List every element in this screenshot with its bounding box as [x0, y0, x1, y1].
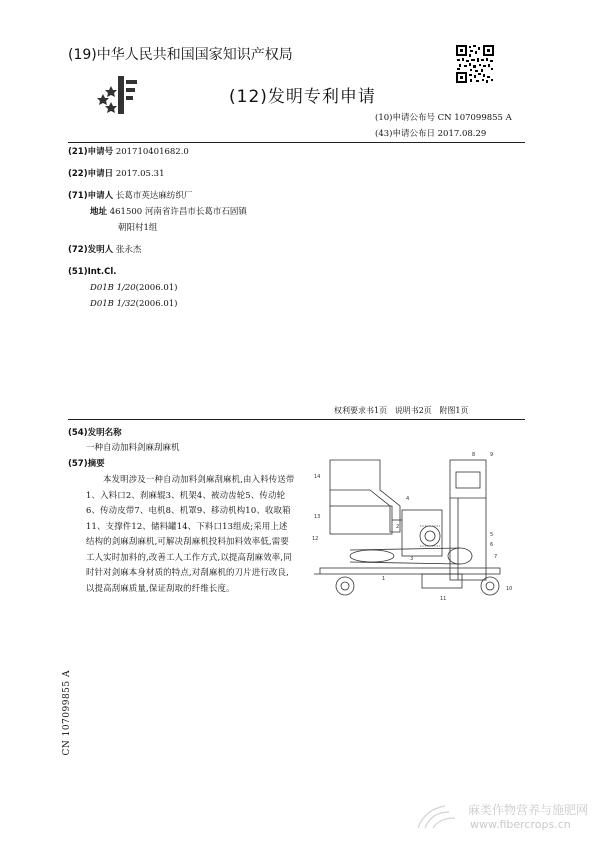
- fig-label-7: 7: [494, 554, 498, 560]
- fig-label-9: 9: [490, 452, 494, 458]
- bibliographic-data: [68, 144, 247, 312]
- application-number-row: (21)申请号 201710401682.0: [68, 147, 189, 157]
- qr-code: [455, 44, 495, 84]
- fig-label-10: 10: [506, 586, 513, 592]
- cnipa-emblem-icon: [97, 74, 139, 116]
- fig-label-12: 12: [312, 536, 319, 542]
- ipc-row-2: D01B 1/32(2006.01): [90, 299, 178, 309]
- watermark-logo-icon: [413, 800, 463, 832]
- watermark-url: www.fibercrops.cn: [470, 818, 571, 831]
- address-line-2: 朝阳村1组: [118, 223, 158, 233]
- intcl-row: (51)Int.Cl.: [68, 267, 117, 277]
- fig-label-8: 8: [472, 452, 476, 458]
- fig-label-1: 1: [382, 576, 386, 582]
- fig-label-14: 14: [314, 474, 321, 480]
- machine-drawing: [310, 448, 530, 616]
- pages-summary: 权利要求书1页 说明书2页 附图1页: [334, 406, 469, 415]
- filing-date-row: (22)申请日 2017.05.31: [68, 169, 165, 179]
- abstract-label: (57)摘要: [68, 459, 105, 469]
- document-type: (12)发明专利申请: [229, 87, 376, 107]
- applicant-row: (71)申请人 长葛市英达麻纺织厂: [68, 191, 193, 201]
- fig-label-6: 6: [490, 542, 494, 548]
- publication-date: (43)申请公布日 2017.08.29: [375, 129, 487, 139]
- fig-label-2: 2: [396, 524, 400, 530]
- fig-label-11: 11: [440, 596, 447, 602]
- header-divider: [68, 142, 525, 143]
- watermark-site-name: 麻类作物营养与施肥网: [468, 803, 589, 817]
- fig-label-4: 4: [406, 496, 410, 502]
- publication-number: (10)申请公布号 CN 107099855 A: [375, 113, 512, 123]
- invention-title: 一种自动加料剑麻刮麻机: [86, 443, 180, 453]
- hopper-shape: [330, 460, 400, 532]
- invention-title-label: (54)发明名称: [68, 428, 122, 438]
- side-publication-number: CN 107099855 A: [62, 670, 72, 756]
- fig-label-5: 5: [490, 532, 494, 538]
- abstract-divider: [68, 419, 525, 420]
- fig-label-13: 13: [314, 514, 321, 520]
- address-row: 地址 461500 河南省许昌市长葛市石固镇: [90, 207, 247, 217]
- fig-label-3: 3: [410, 556, 414, 562]
- issuing-office: (19)中华人民共和国国家知识产权局: [68, 47, 293, 63]
- abstract-text: 本发明涉及一种自动加料剑麻刮麻机,由入料传送带1、入料口2、刹麻辊3、机架4、被动齿轮5、传动轮6、传动皮带7、电机8、机罩9、移动机构10、收取箱11、支撑件12、储料罐14、下料口13组成;采用上述结构的剑麻刮麻机,可解决刮麻机投料加料效率低,需要工人实时加料的,改善工人工作方式,以提高刮麻效率,同时针对剑麻本身材质的特点,对刮麻机的刀片进行改良,以提高刮麻质量,保证刮取的纤维长度。: [86, 474, 295, 593]
- inventor-row: (72)发明人 张永杰: [68, 245, 142, 255]
- ipc-row-1: D01B 1/20(2006.01): [90, 283, 178, 293]
